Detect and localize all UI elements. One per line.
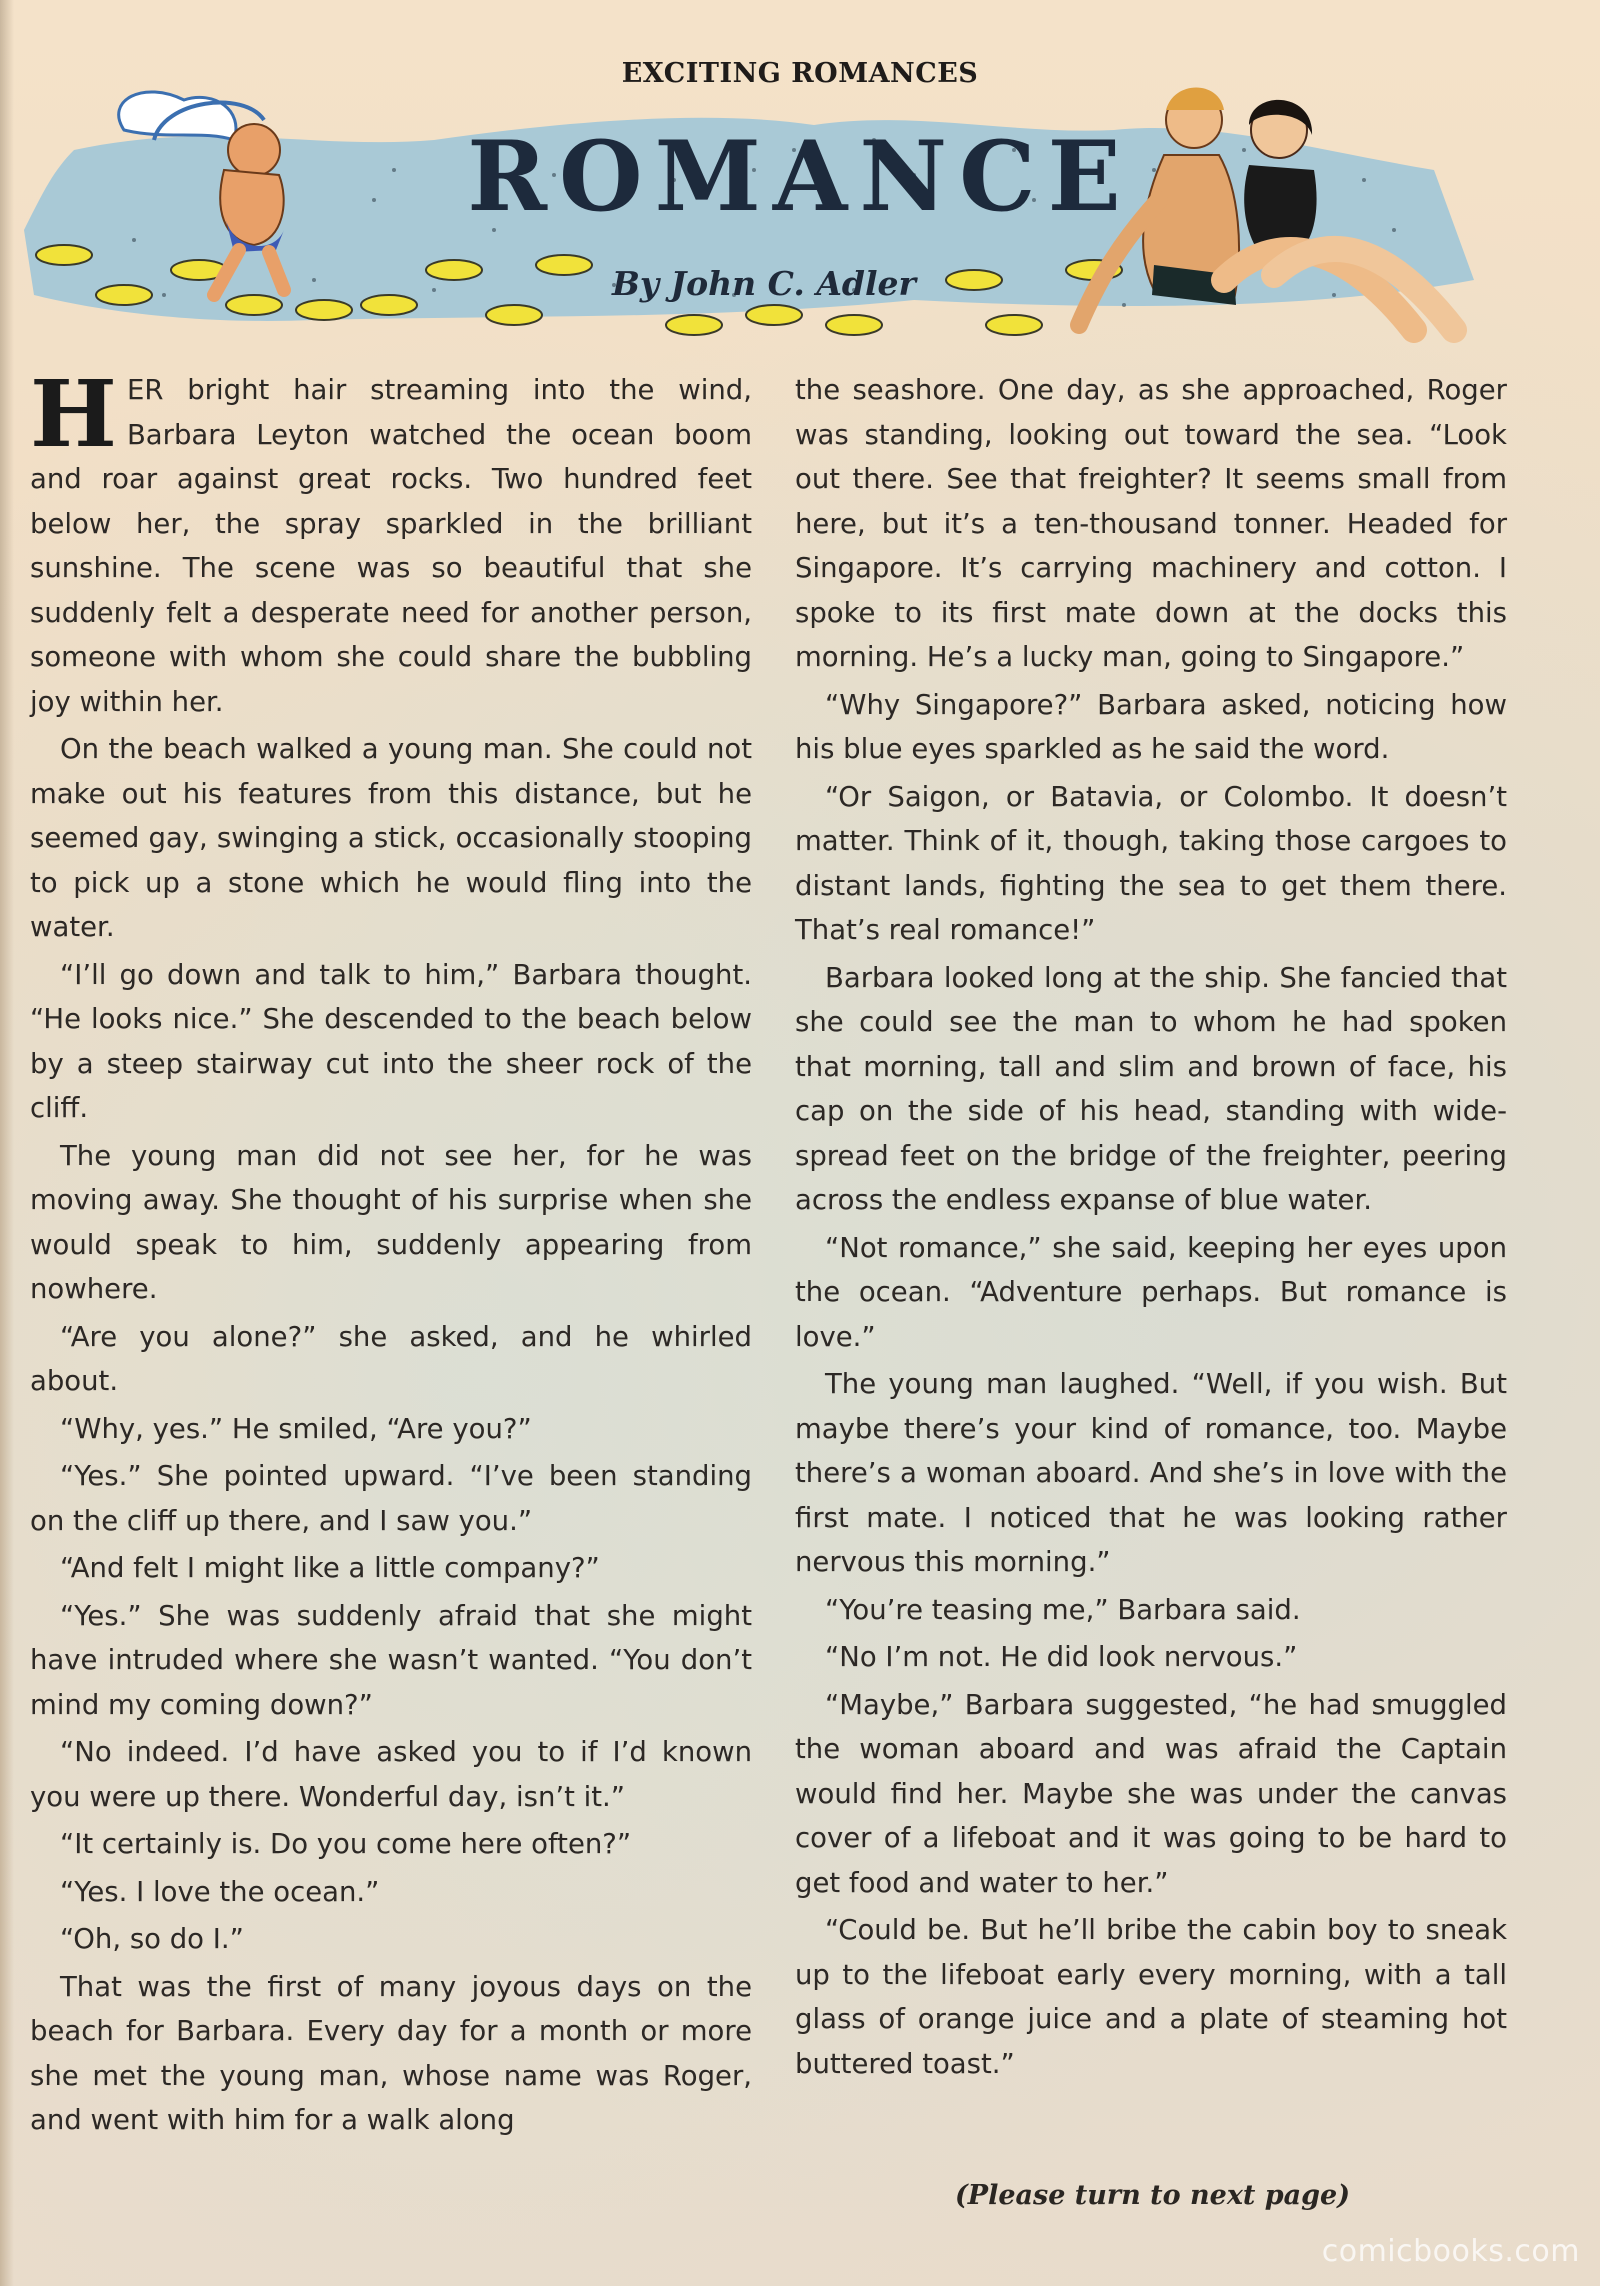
paragraph: “Yes.” She pointed upward. “I’ve been standing on the cliff up there, and I saw you.” [30,1460,752,1537]
paragraph: “No indeed. I’d have asked you to if I’d known you were up there. Wonderful day, isn’t it.” [30,1736,752,1813]
story-title: ROMANCE [467,120,1133,233]
text-column-right [795,368,1507,2089]
paragraph: “Why, yes.” He smiled, “Are you?” [60,1412,532,1445]
paragraph: “Yes. I love the ocean.” [60,1875,380,1908]
paragraph: “Yes.” She was suddenly afraid that she might have intruded where she wasn’t wanted. “You don’t mind my coming down?” [30,1599,752,1721]
paragraph: Barbara looked long at the ship. She fancied that she could see the man to whom he had spoken that morning, tall and slim and brown of face, his cap on the side of his head, standing with wide-spread feet on the bridge of the freighter, peering across the endless expanse of blue water. [795,961,1507,1216]
watermark: comicbooks.com [1321,2234,1580,2269]
paragraph: “I’ll go down and talk to him,” Barbara thought. “He looks nice.” She descended to the beach below by a steep stairway cut into the sheer rock of the cliff. [30,958,752,1124]
paragraph: “It certainly is. Do you come here often?” [60,1828,632,1860]
paragraph: “Maybe,” Barbara suggested, “he had smuggled the woman aboard and was afraid the Captain would find her. Maybe she was under the canvas cover of a lifeboat and it was going to be hard to get food and water to her.” [795,1688,1507,1899]
paragraph: HER bright hair streaming into the wind, Barbara Leyton watched the ocean boom and roar against great rocks. Two hundred feet below her, the spray sparkled in the brilliant sunshine. The scene was so beautiful that she suddenly felt a desperate need for another person, someone with whom she could share the bubbling joy within her. [30,360,752,718]
drop-cap: H [30,360,117,468]
paragraph: “Why Singapore?” Barbara asked, noticing how his blue eyes sparkled as he said the word. [795,688,1507,765]
page-edge [0,0,14,2286]
paragraph: “Not romance,” she said, keeping her eyes upon the ocean. “Adventure perhaps. But romance is love.” [795,1231,1507,1353]
text-column-left [30,360,752,2146]
paragraph: “Or Saigon, or Batavia, or Colombo. It doesn’t matter. Think of it, though, taking those cargoes to distant lands, fighting the sea to get them there. That’s real romance!” [795,780,1507,946]
paragraph: That was the first of many joyous days on the beach for Barbara. Every day for a month or more she met the young man, whose name was Roger, and went with him for a walk along [30,1970,752,2136]
paragraph: “Could be. But he’ll bribe the cabin boy to sneak up to the lifeboat early every morning, with a tall glass of orange juice and a plate of steaming hot buttered toast.” [795,1914,1507,2080]
running-head: EXCITING ROMANCES [621,58,979,89]
paragraph: The young man did not see her, for he was moving away. She thought of his surprise when she would speak to him, suddenly appearing from nowhere. [30,1139,752,1305]
paragraph: The young man laughed. “Well, if you wish. But maybe there’s your kind of romance, too. Maybe there’s a woman aboard. And she’s in love with the first mate. I noticed that he was looking rather nervous this morning.” [795,1368,1507,1578]
byline: By John C. Adler [612,264,916,303]
paragraph: the seashore. One day, as she approached, Roger was standing, looking out toward the sea. “Look out there. See that freighter? It seems small from here, but it’s a ten-thousand tonner. Headed for Singapore. It’s carrying machinery and cotton. I spoke to its first mate down at the docks this morning. He’s a lucky man, going to Singapore.” [795,374,1507,673]
paragraph: On the beach walked a young man. She could not make out his features from this distance, but he seemed gay, swinging a stick, occasionally stooping to pick up a stone which he would fling into the water. [30,733,752,943]
paragraph: “Oh, so do I.” [60,1923,244,1955]
paragraph: “No I’m not. He did look nervous.” [825,1641,1298,1673]
continued-note: (Please turn to next page) [955,2180,1351,2211]
paragraph: “You’re teasing me,” Barbara said. [825,1593,1301,1626]
paragraph: “Are you alone?” she asked, and he whirled about. [30,1320,752,1397]
paragraph: “And felt I might like a little company?” [60,1552,600,1584]
